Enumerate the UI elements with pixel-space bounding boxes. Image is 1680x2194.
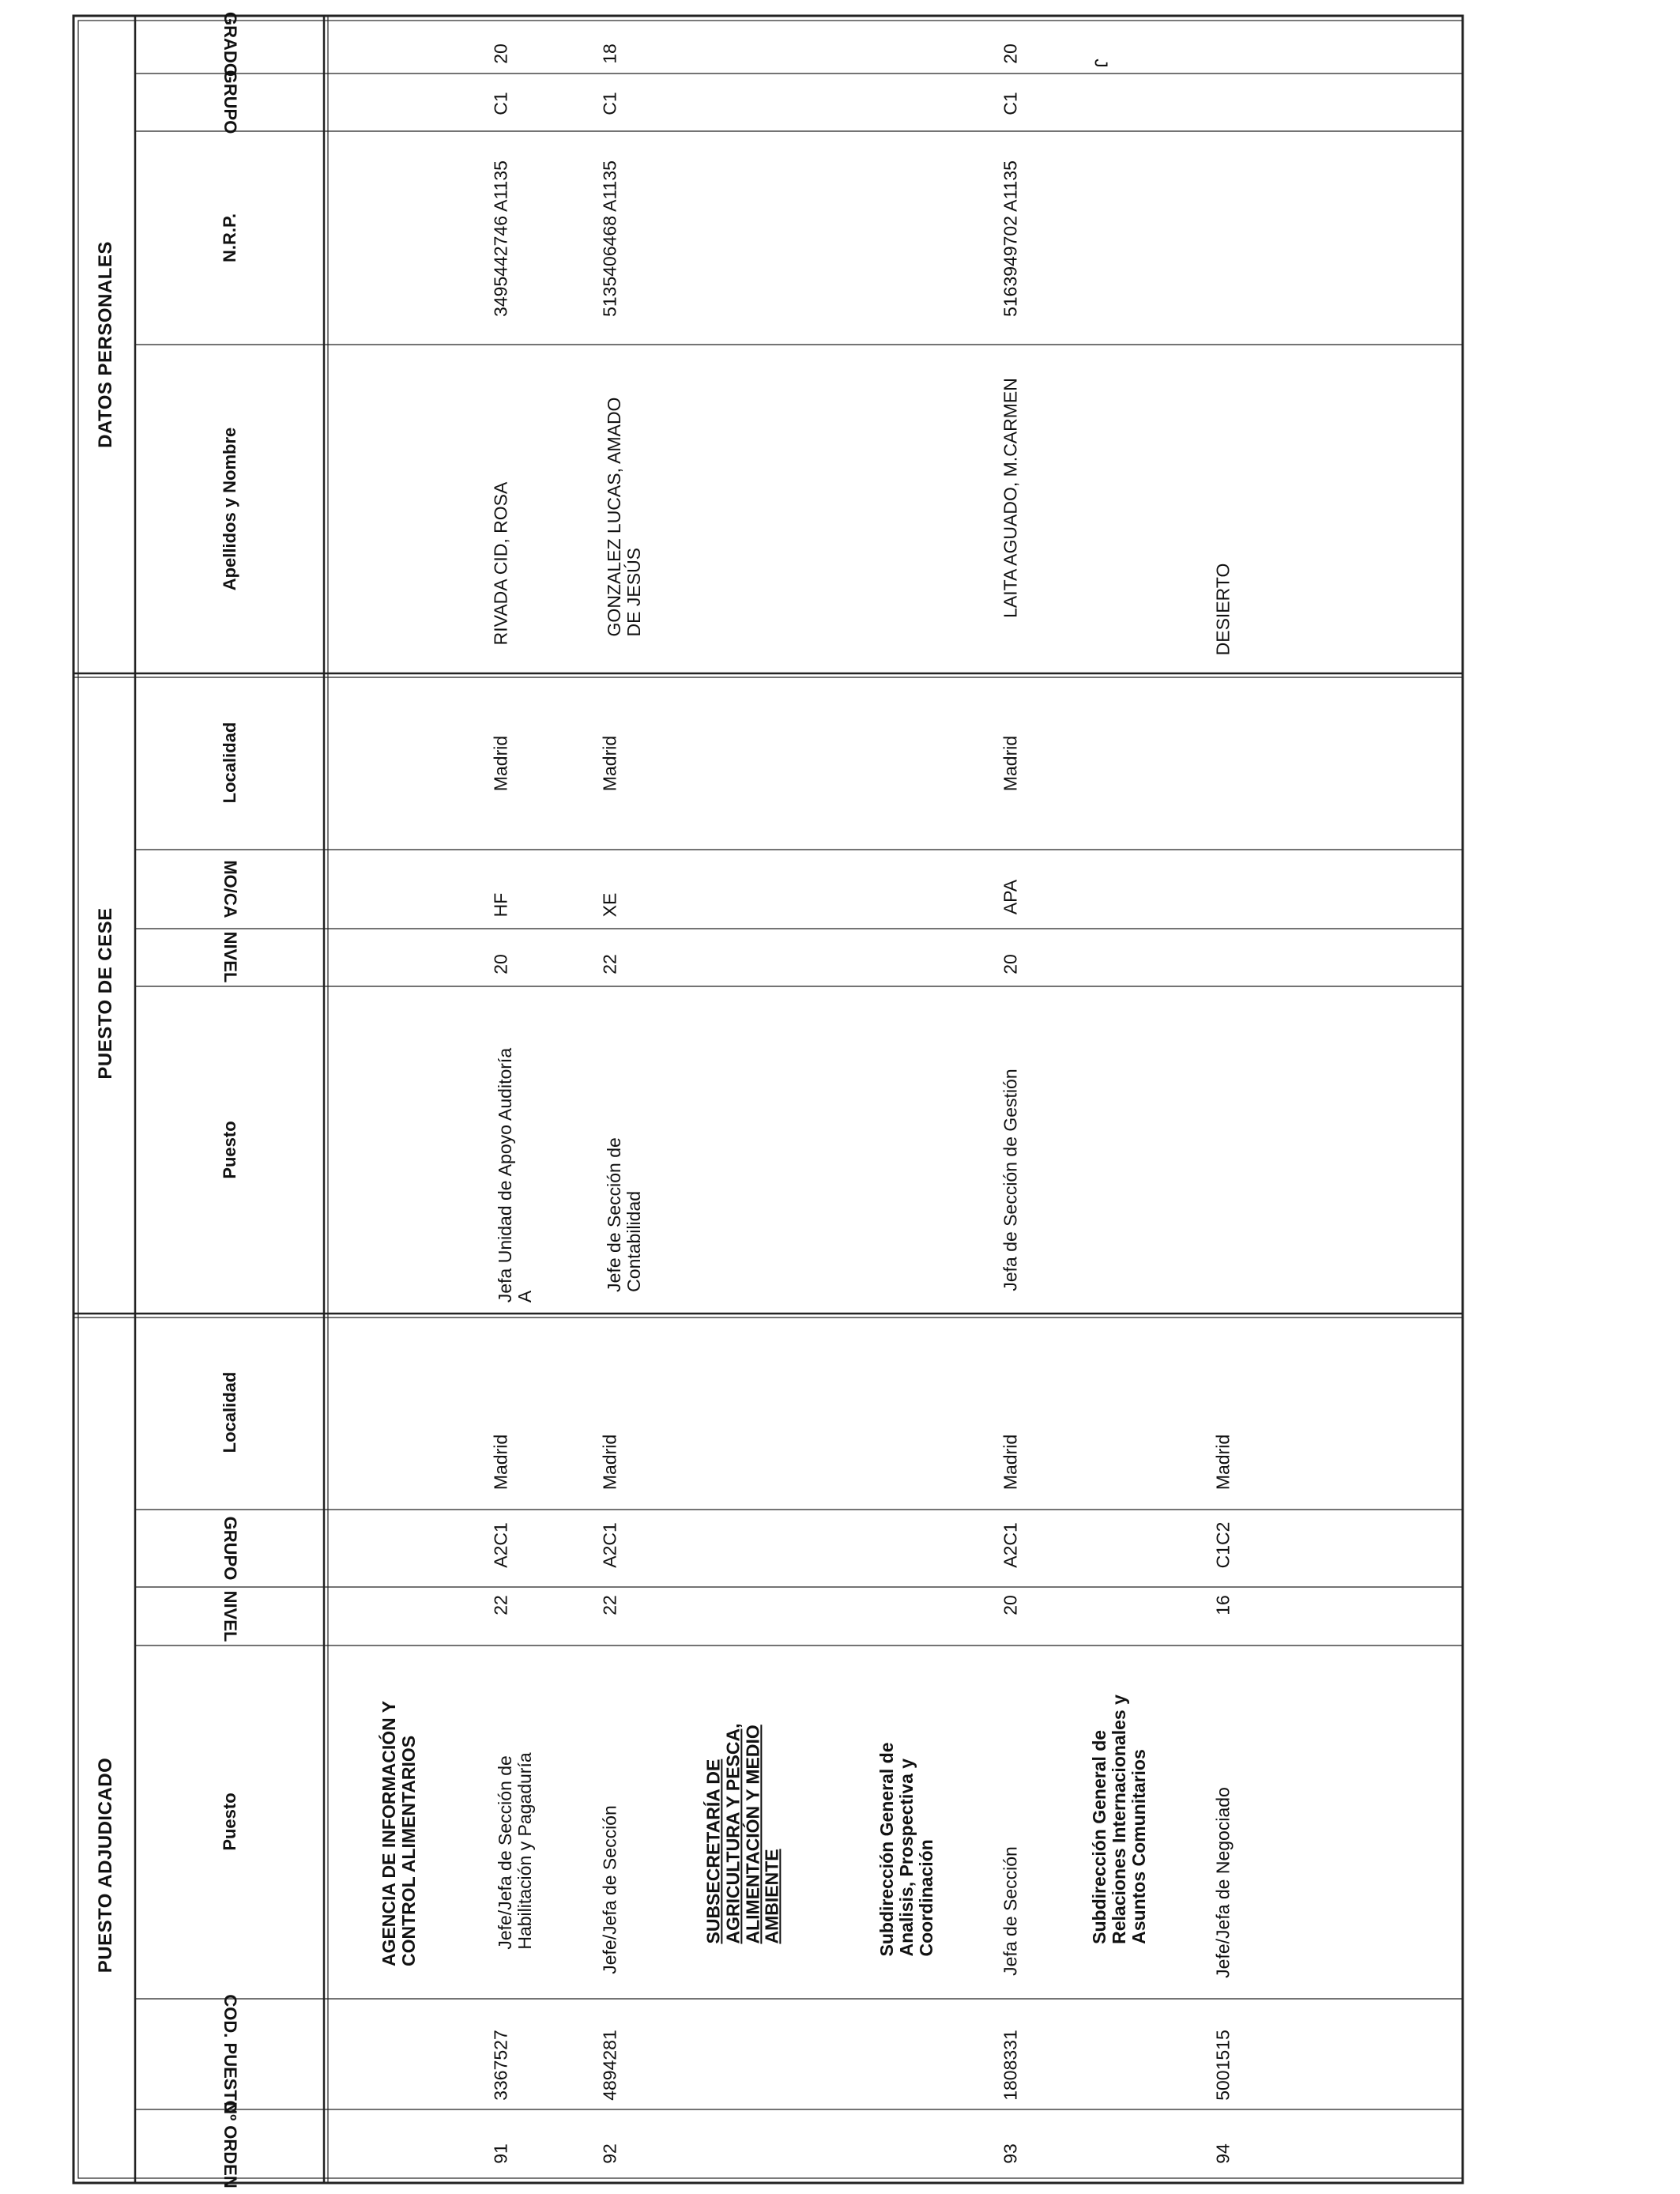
row-93-cese-puesto: Jefa de Sección de Gestión (1000, 1069, 1021, 1291)
row-91-cese-localidad: Madrid (490, 735, 511, 792)
col-header-nrp: N.R.P. (220, 213, 240, 262)
org-heading-sg-relaciones (1090, 1695, 1148, 1944)
row-91-nrp: 3495442746 A1135 (490, 160, 511, 317)
row-91-nivel: 22 (490, 1595, 511, 1615)
org-heading-agencia (379, 1701, 419, 1966)
cell-line: Jefe/Jefa de Sección de (495, 1755, 516, 1950)
row-93-cese-nivel: 20 (1000, 954, 1021, 974)
section-puesto-cese: PUESTO DE CESE (95, 907, 117, 1080)
row-91-cese-moca: HF (490, 892, 511, 918)
row-91-grupo: A2C1 (490, 1522, 511, 1568)
row-91-cese-nivel: 20 (490, 954, 511, 974)
row-93-localidad: Madrid (1000, 1434, 1021, 1491)
col-header-cese-localidad: Localidad (220, 722, 240, 804)
row-91-nombre: RIVADA CID, ROSA (490, 481, 511, 646)
row-92-grupo: A2C1 (599, 1522, 620, 1568)
org-heading-line: SUBSECRETARÍA DE (703, 1759, 724, 1944)
row-92-cese-localidad: Madrid (599, 735, 620, 792)
row-93-cod-puesto: 1808331 (1000, 2030, 1021, 2101)
row-92-cese-nivel: 22 (599, 954, 620, 974)
org-heading-line: Coordinación (915, 1839, 936, 1957)
row-94-cod-puesto: 5001515 (1212, 2030, 1234, 2101)
row-93-orden: 93 (1000, 2143, 1021, 2164)
row-92-dp-grado: 18 (599, 43, 620, 64)
row-93-grupo: A2C1 (1000, 1522, 1021, 1568)
cell-line: Jefa Unidad de Apoyo Auditoría (495, 1047, 516, 1303)
org-heading-line: AGENCIA DE INFORMACIÓN Y (379, 1700, 400, 1967)
col-header-dp-grado: GRADO (220, 12, 240, 77)
org-heading-line: Analisis, Prospectiva y (895, 1758, 917, 1957)
row-94-orden: 94 (1212, 2143, 1234, 2164)
row-92-puesto: Jefe/Jefa de Sección (599, 1805, 620, 1974)
row-91-dp-grado: 20 (490, 43, 511, 64)
row-93-cese-moca: APA (1000, 879, 1021, 915)
stray-mark: J (1090, 58, 1112, 68)
cell-line: GONZALEZ LUCAS, AMADO (604, 397, 625, 637)
org-heading-sg-analisis (877, 1743, 936, 1957)
col-header-localidad: Localidad (220, 1371, 240, 1453)
org-heading-line: Subdirección General de (876, 1742, 897, 1957)
col-header-cese-nivel: NIVEL (220, 931, 240, 983)
row-91-orden: 91 (490, 2143, 511, 2164)
row-93-nombre: LAITA AGUADO, M.CARMEN (1000, 378, 1021, 618)
row-91-puesto (495, 1752, 535, 1949)
col-header-cese-moca: MO/CA (220, 860, 240, 918)
row-92-nivel: 22 (599, 1595, 620, 1615)
row-94-nombre: DESIERTO (1212, 563, 1234, 656)
row-94-localidad: Madrid (1212, 1434, 1234, 1491)
row-93-nivel: 20 (1000, 1595, 1021, 1615)
row-92-nombre (605, 398, 644, 637)
col-header-cod-puesto: COD. PUESTO (220, 1994, 240, 2114)
org-heading-line: Asuntos Comunitarios (1128, 1749, 1149, 1944)
org-heading-subsecretaria (703, 1723, 782, 1943)
row-93-puesto: Jefa de Sección (1000, 1846, 1021, 1976)
row-93-dp-grado: 20 (1000, 43, 1021, 64)
row-92-cese-moca: XE (599, 892, 620, 918)
cell-line: Habilitación y Pagaduría (514, 1752, 535, 1950)
org-heading-line: CONTROL ALIMENTARIOS (398, 1735, 419, 1967)
col-header-puesto: Puesto (220, 1793, 240, 1851)
row-94-nivel: 16 (1212, 1595, 1234, 1615)
row-91-cese-puesto (495, 1048, 535, 1302)
row-94-grupo: C1C2 (1212, 1521, 1234, 1569)
col-header-cese-puesto: Puesto (220, 1121, 240, 1179)
col-header-grupo: GRUPO (220, 1516, 240, 1581)
cell-line: DE JESÚS (623, 547, 644, 637)
row-92-localidad: Madrid (599, 1434, 620, 1491)
row-91-cod-puesto: 3367527 (490, 2030, 511, 2101)
col-header-orden: Nº ORDEN (220, 2102, 240, 2188)
row-93-nrp: 5163949702 A1135 (1000, 160, 1021, 317)
org-heading-line: ALIMENTACIÓN Y MEDIO (742, 1725, 763, 1944)
col-header-nivel: NIVEL (220, 1590, 240, 1642)
cell-line: Jefe de Sección de (604, 1137, 625, 1292)
org-heading-line: Relaciones Internacionales y (1108, 1695, 1129, 1944)
row-92-dp-grupo: C1 (599, 92, 620, 115)
org-heading-line: Subdirección General de (1088, 1729, 1109, 1944)
cell-line: Contabilidad (623, 1190, 644, 1292)
section-datos-personales: DATOS PERSONALES (95, 241, 117, 448)
row-92-nrp: 5135406468 A1135 (599, 160, 620, 317)
row-92-cese-puesto (605, 1137, 644, 1292)
col-header-apellidos: Apellidos y Nombre (220, 427, 240, 591)
row-94-puesto: Jefe/Jefa de Negociado (1212, 1787, 1234, 1978)
org-heading-line: AGRICULTURA Y PESCA, (722, 1723, 744, 1944)
row-93-dp-grupo: C1 (1000, 92, 1021, 115)
cell-line: A (514, 1290, 535, 1303)
row-92-orden: 92 (599, 2143, 620, 2164)
section-puesto-adjudicado: PUESTO ADJUDICADO (95, 1757, 117, 1973)
row-91-dp-grupo: C1 (490, 92, 511, 115)
row-92-cod-puesto: 4894281 (599, 2030, 620, 2101)
row-91-localidad: Madrid (490, 1434, 511, 1491)
org-heading-line: AMBIENTE (761, 1849, 782, 1944)
col-header-dp-grupo: GRUPO (220, 70, 240, 134)
row-93-cese-localidad: Madrid (1000, 735, 1021, 792)
